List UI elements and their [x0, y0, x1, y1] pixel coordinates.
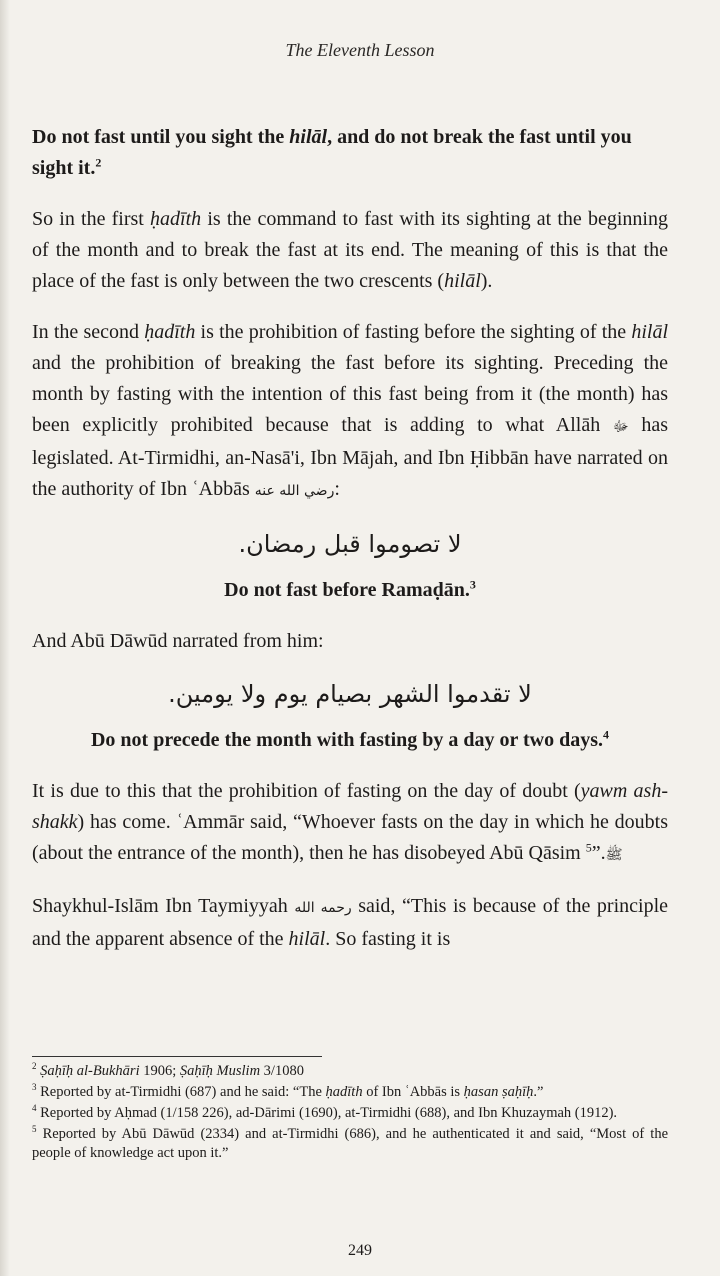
term: hilāl [288, 928, 326, 950]
paragraph-5 [32, 891, 668, 955]
footnote-number: 3 [32, 1082, 37, 1093]
text-run: Ṣaḥīḥ Muslim [179, 1063, 261, 1079]
text-run: of Ibn ʿAbbās is [362, 1084, 464, 1100]
footnote-3 [32, 1083, 668, 1102]
footnote-ref[interactable]: 2 [95, 155, 102, 170]
footnote-2 [32, 1062, 668, 1081]
page-edge [0, 0, 10, 1276]
hadith-translation-3 [32, 725, 668, 756]
text-run: Reported by Aḥmad (1/158 226), ad-Dārimi (1690), at-Tirmidhi (688), and Ibn Khuzaymah (1912). [40, 1105, 618, 1121]
text-run: Do not fast until you sight the [32, 126, 290, 148]
paragraph-1 [32, 204, 668, 297]
footnotes [32, 1062, 668, 1165]
text-run: Do not fast before Ramaḍān. [224, 579, 470, 601]
arabic-hadith-2: لا تقدموا الشهر بصيام يوم ولا يومين. [168, 680, 532, 708]
footnote-number: 5 [32, 1124, 37, 1135]
text-run: is the command to fast with its sighting at the beginning of the month and to break the fast at its end. The meaning of this is that the place of the fast is only between the two crescents ( [32, 208, 668, 292]
text-run: .” [591, 842, 606, 864]
hadith-translation-1 [32, 122, 668, 184]
term: ḥadīth [150, 208, 202, 230]
page-number: 249 [348, 1242, 372, 1259]
footnote-ref[interactable]: 4 [603, 727, 610, 742]
arabic-hadith-1: لا تصوموا قبل رمضان. [238, 530, 462, 558]
main-text [32, 122, 668, 975]
text-run: ) has come. ʿAmmār said, “Whoever fasts on the day in which he doubts (about the entrance of the month), then he has disobeyed Abū Qāsim [32, 811, 668, 864]
text-run: It is due to this that the prohibition of fasting on the day of doubt ( [32, 780, 581, 802]
text-run: ḥasan ṣaḥīḥ [463, 1084, 534, 1100]
term: hilāl [631, 321, 669, 343]
text-run: is the prohibition of fasting before the sighting of the [195, 321, 632, 343]
paragraph-4 [32, 776, 668, 871]
honorific-glyph: ﷺ [605, 847, 623, 863]
text-run: said, “This is because of the principle and the apparent absence of the [32, 895, 668, 950]
text-run: So in the first [32, 208, 151, 230]
text-run: has legislated. At-Tirmidhi, an-Nasā'i, Ibn Mājah, and Ibn Ḥibbān have narrated on the authority of Ibn ʿAbbās [32, 414, 668, 500]
term: hilāl [444, 270, 481, 292]
honorific-glyph: رحمه الله [294, 900, 352, 916]
text-run: 3/1080 [260, 1063, 304, 1079]
footnote-4 [32, 1104, 668, 1123]
text-run: Shaykhul-Islām Ibn Taymiyyah [32, 895, 295, 917]
text-run: : [334, 478, 340, 500]
footnote-divider [32, 1056, 322, 1057]
running-head: The Eleventh Lesson [285, 40, 435, 60]
term: yawm ash-shakk [32, 780, 668, 833]
footnote-ref[interactable]: 3 [469, 577, 476, 592]
text-run: Do not precede the month with fasting by a day or two days. [90, 729, 604, 751]
honorific-glyph: رضي الله عنه [254, 483, 335, 499]
text-run: . So fasting it is [325, 928, 451, 950]
footnote-5 [32, 1125, 668, 1163]
text-run: .” [533, 1084, 544, 1100]
footnote-ref[interactable]: 5 [585, 840, 592, 855]
footnote-number: 4 [32, 1103, 37, 1114]
text-run: ). [480, 270, 493, 292]
text-run: ḥadīth [325, 1084, 363, 1100]
text-run: 1906; [139, 1063, 180, 1079]
text-run: and the prohibition of breaking the fast before its sighting. Preceding the month by fasting with the intention of this fast being from it (the month) has been explicitly prohibited because that is adding to what Allāh [32, 352, 668, 436]
term: ḥadīth [144, 321, 196, 343]
paragraph-3: And Abū Dāwūd narrated from him: [32, 630, 324, 652]
text-run: Reported by Abū Dāwūd (2334) and at-Tirmidhi (686), and he authenticated it and said, “Most of the people of knowledge act upon it.” [32, 1126, 669, 1161]
footnote-number: 2 [32, 1061, 37, 1072]
hadith-translation-2 [32, 575, 668, 606]
text-run: Reported by at-Tirmidhi (687) and he said: “The [40, 1084, 326, 1100]
text-run: Ṣaḥīḥ al-Bukhāri [40, 1063, 140, 1079]
text-run: , and do not break the fast until you sight it. [32, 126, 632, 179]
paragraph-2 [32, 317, 668, 507]
text-run: In the second [32, 321, 145, 343]
term: hilāl [289, 126, 328, 148]
honorific-glyph: ﷻ [612, 419, 629, 435]
